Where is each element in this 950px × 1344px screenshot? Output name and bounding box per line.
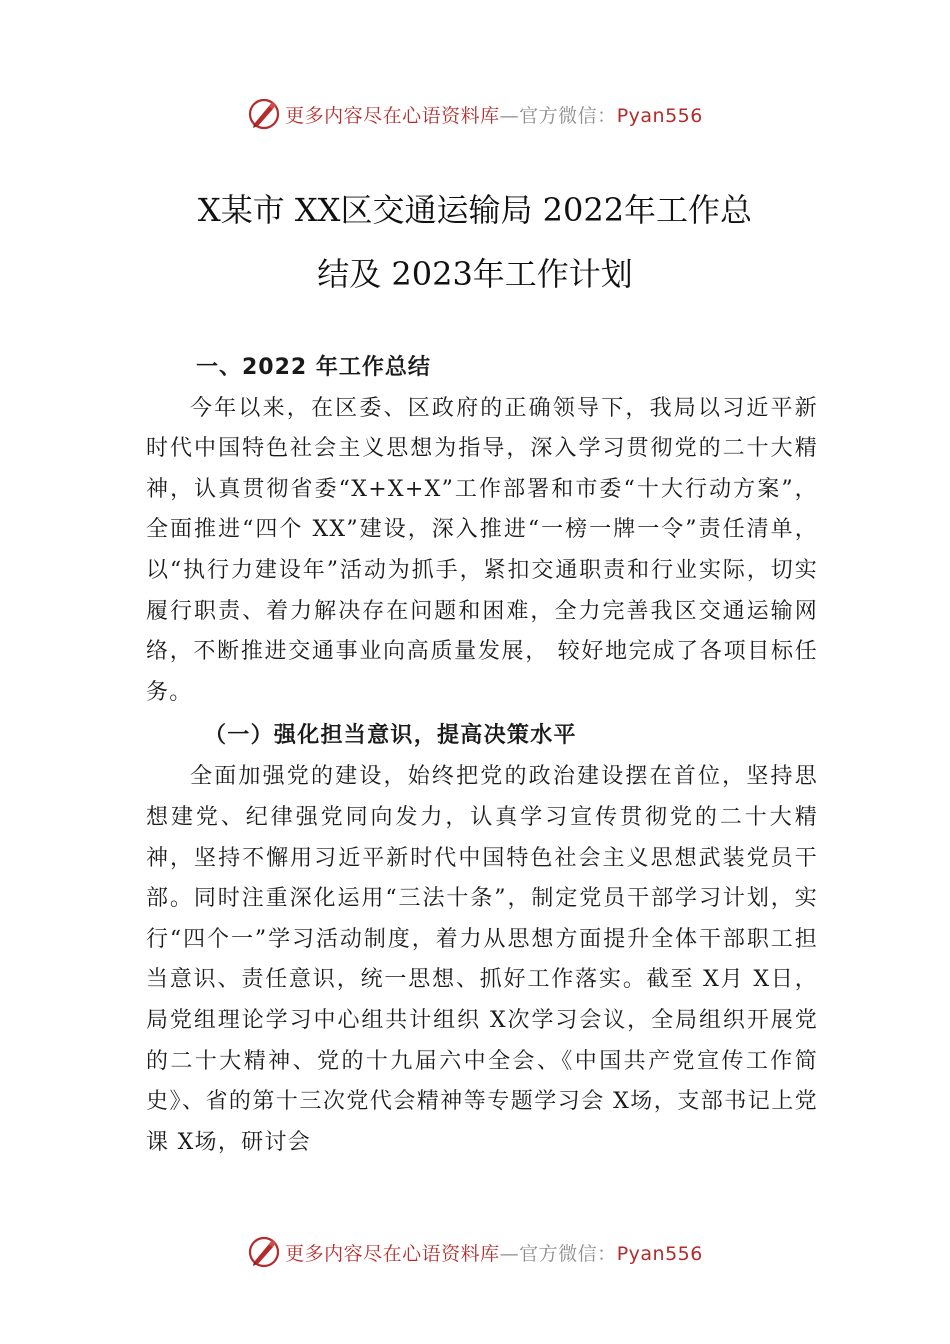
watermark-text xyxy=(285,1239,703,1266)
watermark-wechat-label: 官方微信： xyxy=(519,104,617,127)
watermark-banner-bottom xyxy=(0,1232,950,1272)
watermark-wechat-id: Pyan556 xyxy=(616,1242,703,1265)
document-title-line1: X某市 XX区交通运输局 2022年工作总 xyxy=(197,191,753,229)
document-body xyxy=(146,348,818,1163)
watermark-dash: — xyxy=(499,1242,520,1265)
watermark-brand: 更多内容尽在心语资料库 xyxy=(285,104,500,127)
subsection-heading: （一）强化担当意识，提高决策水平 xyxy=(204,722,577,749)
document-title-line2: 结及 2023年工作计划 xyxy=(317,255,633,293)
watermark-wechat-id: Pyan556 xyxy=(616,104,703,127)
watermark-banner-top xyxy=(0,94,950,134)
watermark-text xyxy=(285,101,703,128)
pen-logo-icon xyxy=(247,97,281,131)
watermark-dash: — xyxy=(499,104,520,127)
intro-paragraph: 今年以来，在区委、区政府的正确领导下，我局以习近平新时代中国特色社会主义思想为指导，深入学习贯彻党的二十大精神，认真贯彻省委“X+X+X”工作部署和市委“十大行动方案”，全面推进“四个 XX”建设，深入推进“一榜一牌一令”责任清单，以“执行力建设年”活动为抓手，紧扣交通职责和行业实际，切实履行职责、着力解决存在问题和困难，全力完善我区交通运输网络，不断推进交通事业向高质量发展， 较好地完成了各项目标任务。 xyxy=(146,395,818,705)
watermark-wechat-label: 官方微信： xyxy=(519,1242,617,1265)
watermark-brand: 更多内容尽在心语资料库 xyxy=(285,1242,500,1265)
subsection-paragraph: 全面加强党的建设，始终把党的政治建设摆在首位，坚持思想建党、纪律强党同向发力，认真学习宣传贯彻党的二十大精神，坚持不懈用习近平新时代中国特色社会主义思想武装党员干部。同时注重深化运用“三法十条”，制定党员干部学习计划，实行“四个一”学习活动制度，着力从思想方面提升全体干部职工担当意识、责任意识，统一思想、抓好工作落实。截至 X月 X日，局党组理论学习中心组共计组织 X次学习会议，全局组织开展党的二十大精神、党的十九届六中全会、《中国共产党宣传工作简史》、省的第十三次党代会精神等专题学习会 X场，支部书记上党课 X场，研讨会 xyxy=(146,764,818,1155)
pen-logo-icon xyxy=(247,1235,281,1269)
section-heading: 一、2022 年工作总结 xyxy=(196,355,431,380)
